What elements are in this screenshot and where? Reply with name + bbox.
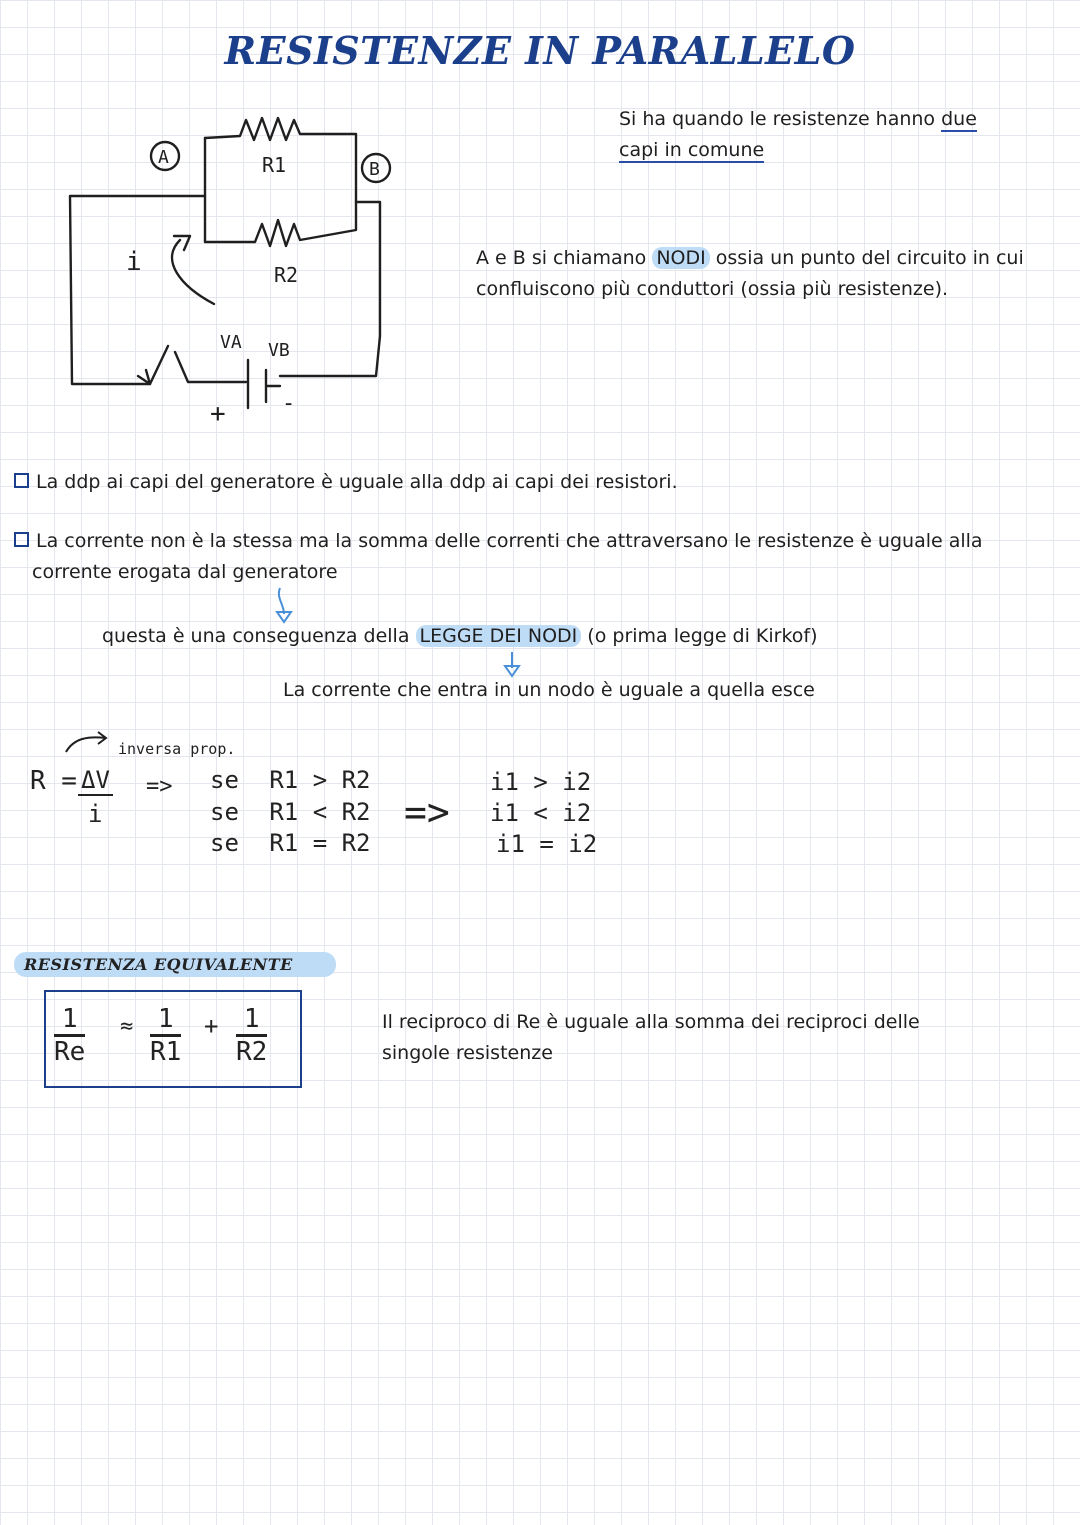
- current-arrow-icon: [172, 236, 214, 304]
- checkbox-icon: [14, 532, 29, 547]
- ohm-numerator: ΔV: [78, 766, 113, 796]
- nodes-line2: confluiscono più conduttori (ossia più resistenze).: [476, 278, 949, 300]
- case-condition: R1 < R2: [269, 798, 371, 826]
- fraction-1-over-re: [54, 1004, 85, 1067]
- bottom-branch-wire: [205, 202, 356, 246]
- approx-sign: ≈: [120, 1014, 134, 1039]
- equivalent-description-line2: singole resistenze: [382, 1042, 553, 1064]
- plus-sign: +: [204, 1012, 219, 1040]
- va-label: VA: [220, 332, 242, 353]
- law-text: [102, 621, 1062, 652]
- definition-underlined-due: due: [941, 108, 977, 130]
- case-result-3: i1 = i2: [496, 830, 598, 858]
- current-label: i: [126, 247, 142, 277]
- definition-prefix: Si ha quando le resistenze hanno: [619, 108, 942, 130]
- fraction-1-over-r1: [150, 1004, 181, 1067]
- inverse-prop-note: inversa prop.: [118, 740, 236, 758]
- numerator: 1: [236, 1004, 267, 1037]
- left-loop-wire: [70, 196, 205, 384]
- case-result-1: i1 > i2: [490, 768, 592, 796]
- ohm-r-equals: R =: [30, 766, 77, 796]
- fraction-1-over-r2: [236, 1004, 267, 1067]
- case-row-3: [210, 829, 371, 857]
- definition-text: [619, 104, 1059, 166]
- r1-label: R1: [262, 153, 287, 177]
- case-condition: R1 = R2: [269, 829, 371, 857]
- curved-arrow-icon: [62, 728, 112, 758]
- nodes-after: ossia un punto del circuito in cui: [709, 247, 1024, 269]
- ohm-denominator: i: [88, 800, 103, 828]
- case-se: se: [210, 798, 239, 826]
- parallel-circuit-diagram: [0, 90, 460, 440]
- law-highlight: LEGGE DEI NODI: [416, 625, 582, 647]
- nodes-highlight: NODI: [652, 247, 709, 269]
- bullet-1: [14, 467, 1064, 498]
- bullet-2: [14, 526, 1074, 588]
- down-arrow-icon: [270, 586, 300, 626]
- definition-underlined-capi: capi in comune: [619, 139, 765, 161]
- big-implies: =>: [404, 790, 450, 834]
- ohm-implies: =>: [146, 774, 173, 799]
- law-after: (o prima legge di Kirkof): [581, 625, 818, 647]
- case-row-1: [210, 766, 371, 794]
- numerator: 1: [54, 1004, 85, 1037]
- bullet-2-text: La corrente non è la stessa ma la somma delle correnti che attraversano le resistenze è uguale alla: [36, 530, 983, 552]
- vb-label: VB: [268, 340, 290, 361]
- case-condition: R1 > R2: [269, 766, 371, 794]
- case-se: se: [210, 829, 239, 857]
- denominator: R2: [236, 1037, 268, 1067]
- checkbox-icon: [14, 473, 29, 488]
- page-title: RESISTENZE IN PARALLELO: [224, 28, 856, 73]
- node-a-label: A: [158, 147, 169, 168]
- battery-icon: [248, 360, 280, 408]
- case-se: se: [210, 766, 239, 794]
- bullet-1-text: La ddp ai capi del generatore è uguale alla ddp ai capi dei resistori.: [36, 471, 678, 493]
- equivalent-description: [382, 1007, 1062, 1069]
- equivalent-description-line1: Il reciproco di Re è uguale alla somma dei reciproci delle: [382, 1011, 920, 1033]
- case-row-2: [210, 798, 371, 826]
- law-before: questa è una conseguenza della: [102, 625, 416, 647]
- numerator: 1: [150, 1004, 181, 1037]
- denominator: Re: [54, 1037, 86, 1067]
- plus-label: +: [210, 399, 226, 429]
- bullet-2-line2: corrente erogata dal generatore: [32, 561, 338, 583]
- minus-label: -: [282, 391, 296, 416]
- node-b-label: B: [369, 159, 380, 180]
- nodes-text: [476, 243, 1066, 305]
- law-statement: La corrente che entra in un nodo è uguale a quella esce: [283, 679, 815, 701]
- r2-label: R2: [274, 263, 299, 287]
- denominator: R1: [150, 1037, 182, 1067]
- equivalent-label: RESISTENZA EQUIVALENTE: [14, 952, 336, 977]
- nodes-before: A e B si chiamano: [476, 247, 653, 269]
- equivalent-formula-box: [44, 990, 302, 1088]
- case-result-2: i1 < i2: [490, 799, 592, 827]
